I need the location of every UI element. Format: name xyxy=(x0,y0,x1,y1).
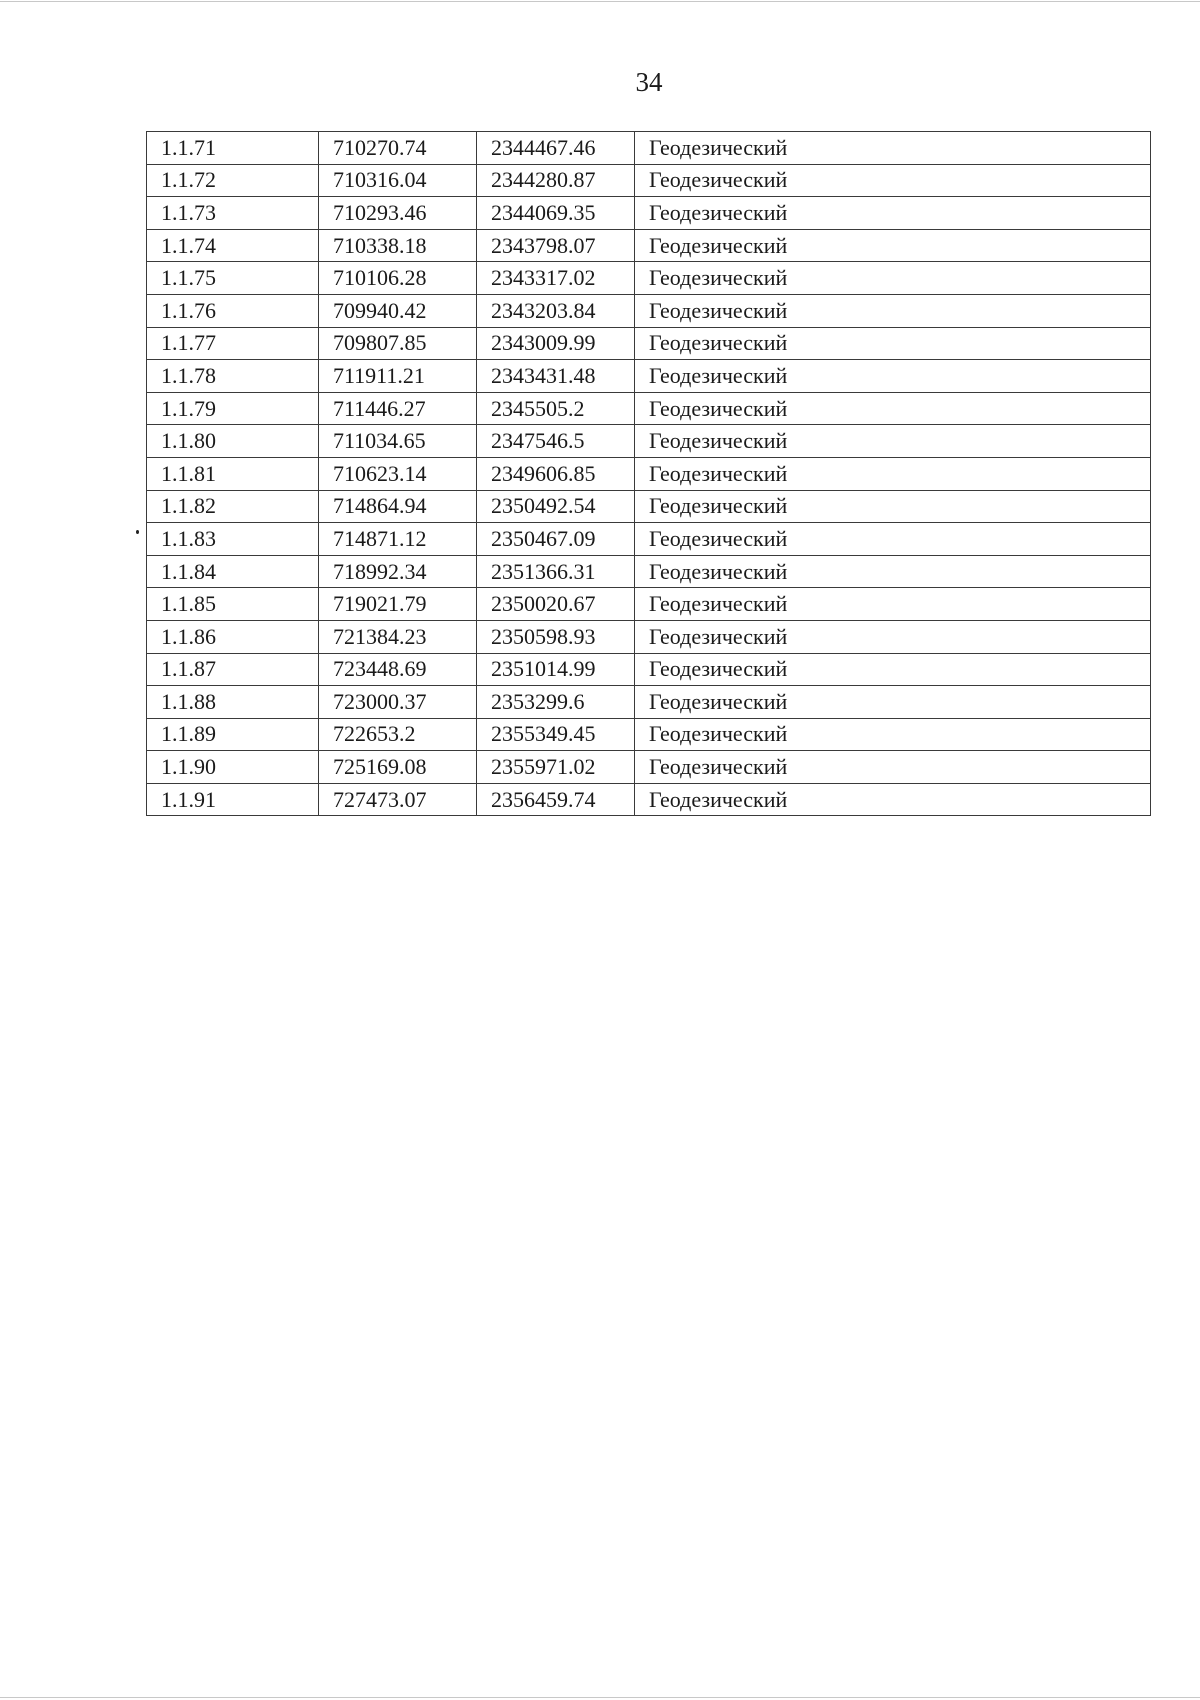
coord-x-cell: 718992.34 xyxy=(319,555,477,588)
coord-y-cell: 2350020.67 xyxy=(477,588,635,621)
table-row xyxy=(147,783,1151,816)
table-row xyxy=(147,457,1151,490)
coord-x-cell: 711446.27 xyxy=(319,392,477,425)
coord-y-cell: 2344467.46 xyxy=(477,132,635,165)
point-id-cell: 1.1.88 xyxy=(147,686,319,719)
point-type-cell: Геодезический xyxy=(635,523,1151,556)
point-id-cell: 1.1.77 xyxy=(147,327,319,360)
coord-x-cell: 725169.08 xyxy=(319,751,477,784)
table-row xyxy=(147,425,1151,458)
coord-x-cell: 710316.04 xyxy=(319,164,477,197)
table-row xyxy=(147,132,1151,165)
coord-y-cell: 2350598.93 xyxy=(477,620,635,653)
point-type-cell: Геодезический xyxy=(635,294,1151,327)
coord-y-cell: 2349606.85 xyxy=(477,457,635,490)
point-id-cell: 1.1.81 xyxy=(147,457,319,490)
point-type-cell: Геодезический xyxy=(635,620,1151,653)
coord-y-cell: 2347546.5 xyxy=(477,425,635,458)
coord-y-cell: 2344280.87 xyxy=(477,164,635,197)
point-id-cell: 1.1.90 xyxy=(147,751,319,784)
point-id-cell: 1.1.75 xyxy=(147,262,319,295)
point-id-cell: 1.1.82 xyxy=(147,490,319,523)
point-type-cell: Геодезический xyxy=(635,164,1151,197)
point-type-cell: Геодезический xyxy=(635,229,1151,262)
table-row xyxy=(147,718,1151,751)
point-id-cell: 1.1.83 xyxy=(147,523,319,556)
coord-y-cell: 2344069.35 xyxy=(477,197,635,230)
table-row xyxy=(147,197,1151,230)
point-type-cell: Геодезический xyxy=(635,588,1151,621)
coord-y-cell: 2343431.48 xyxy=(477,360,635,393)
table-row xyxy=(147,229,1151,262)
coord-y-cell: 2343009.99 xyxy=(477,327,635,360)
coord-x-cell: 723448.69 xyxy=(319,653,477,686)
coord-y-cell: 2343203.84 xyxy=(477,294,635,327)
point-type-cell: Геодезический xyxy=(635,327,1151,360)
point-id-cell: 1.1.89 xyxy=(147,718,319,751)
top-scan-edge xyxy=(0,1,1200,2)
table-row xyxy=(147,360,1151,393)
table-row xyxy=(147,392,1151,425)
coord-y-cell: 2351366.31 xyxy=(477,555,635,588)
coord-y-cell: 2345505.2 xyxy=(477,392,635,425)
point-id-cell: 1.1.85 xyxy=(147,588,319,621)
point-type-cell: Геодезический xyxy=(635,718,1151,751)
point-type-cell: Геодезический xyxy=(635,132,1151,165)
page-number: 34 xyxy=(635,67,663,97)
point-type-cell: Геодезический xyxy=(635,555,1151,588)
coord-x-cell: 711034.65 xyxy=(319,425,477,458)
coord-y-cell: 2350467.09 xyxy=(477,523,635,556)
table-row xyxy=(147,751,1151,784)
table-row xyxy=(147,620,1151,653)
point-type-cell: Геодезический xyxy=(635,262,1151,295)
point-id-cell: 1.1.91 xyxy=(147,783,319,816)
table-row xyxy=(147,523,1151,556)
coord-x-cell: 710270.74 xyxy=(319,132,477,165)
point-id-cell: 1.1.78 xyxy=(147,360,319,393)
point-type-cell: Геодезический xyxy=(635,490,1151,523)
point-id-cell: 1.1.84 xyxy=(147,555,319,588)
coordinates-table-body xyxy=(147,132,1151,816)
coordinates-table xyxy=(146,131,1151,816)
coord-x-cell: 709807.85 xyxy=(319,327,477,360)
table-row xyxy=(147,327,1151,360)
coord-x-cell: 719021.79 xyxy=(319,588,477,621)
point-id-cell: 1.1.74 xyxy=(147,229,319,262)
table-row xyxy=(147,686,1151,719)
coord-x-cell: 710293.46 xyxy=(319,197,477,230)
coord-y-cell: 2351014.99 xyxy=(477,653,635,686)
coord-x-cell: 721384.23 xyxy=(319,620,477,653)
coord-x-cell: 710106.28 xyxy=(319,262,477,295)
coord-x-cell: 710338.18 xyxy=(319,229,477,262)
scan-speck xyxy=(136,530,139,534)
table-row xyxy=(147,262,1151,295)
table-row xyxy=(147,555,1151,588)
table-row xyxy=(147,490,1151,523)
table-row xyxy=(147,294,1151,327)
point-id-cell: 1.1.80 xyxy=(147,425,319,458)
coord-x-cell: 709940.42 xyxy=(319,294,477,327)
coord-y-cell: 2353299.6 xyxy=(477,686,635,719)
point-id-cell: 1.1.86 xyxy=(147,620,319,653)
table-row xyxy=(147,653,1151,686)
coord-x-cell: 710623.14 xyxy=(319,457,477,490)
point-type-cell: Геодезический xyxy=(635,751,1151,784)
coord-x-cell: 714871.12 xyxy=(319,523,477,556)
coord-y-cell: 2355971.02 xyxy=(477,751,635,784)
point-id-cell: 1.1.73 xyxy=(147,197,319,230)
coord-y-cell: 2355349.45 xyxy=(477,718,635,751)
coord-y-cell: 2343798.07 xyxy=(477,229,635,262)
coord-x-cell: 727473.07 xyxy=(319,783,477,816)
coord-y-cell: 2356459.74 xyxy=(477,783,635,816)
point-type-cell: Геодезический xyxy=(635,783,1151,816)
point-type-cell: Геодезический xyxy=(635,653,1151,686)
point-type-cell: Геодезический xyxy=(635,425,1151,458)
bottom-scan-edge xyxy=(0,1697,1200,1698)
point-id-cell: 1.1.76 xyxy=(147,294,319,327)
point-id-cell: 1.1.72 xyxy=(147,164,319,197)
coord-x-cell: 714864.94 xyxy=(319,490,477,523)
coord-y-cell: 2343317.02 xyxy=(477,262,635,295)
point-type-cell: Геодезический xyxy=(635,197,1151,230)
coord-x-cell: 722653.2 xyxy=(319,718,477,751)
point-id-cell: 1.1.87 xyxy=(147,653,319,686)
point-type-cell: Геодезический xyxy=(635,457,1151,490)
point-id-cell: 1.1.71 xyxy=(147,132,319,165)
point-id-cell: 1.1.79 xyxy=(147,392,319,425)
coord-x-cell: 723000.37 xyxy=(319,686,477,719)
coord-y-cell: 2350492.54 xyxy=(477,490,635,523)
point-type-cell: Геодезический xyxy=(635,392,1151,425)
point-type-cell: Геодезический xyxy=(635,360,1151,393)
coord-x-cell: 711911.21 xyxy=(319,360,477,393)
point-type-cell: Геодезический xyxy=(635,686,1151,719)
table-row xyxy=(147,588,1151,621)
table-row xyxy=(147,164,1151,197)
